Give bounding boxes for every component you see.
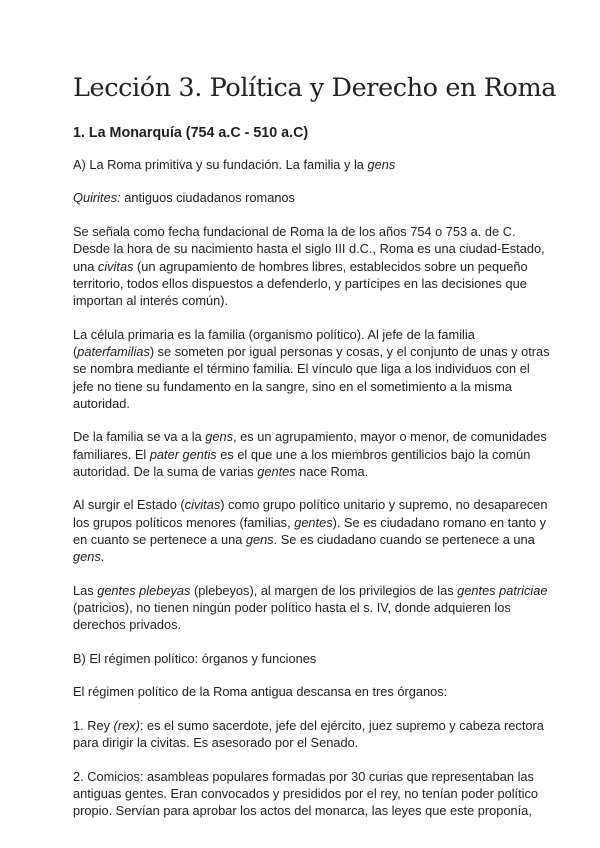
page-title: Lección 3. Política y Derecho en Roma: [73, 73, 557, 103]
paragraph: [73, 223, 550, 309]
text-run: . Se es ciudadano cuando se pertenece a una: [273, 531, 535, 547]
italic-term: gentes patriciae: [457, 582, 548, 598]
italic-term: gens: [367, 157, 396, 172]
italic-term: civitas: [184, 497, 221, 513]
italic-term: gentes: [257, 463, 296, 479]
paragraph: [73, 428, 550, 480]
text-run: es el que une a los miembros gentilicios bajo la común autoridad. De la suma de varias: [73, 446, 531, 479]
italic-term: gentes plebeyas: [97, 582, 191, 598]
paragraph: [73, 496, 550, 565]
text-run: (plebeyos), al margen de los privilegios de las: [190, 582, 458, 598]
italic-term: Quirites:: [73, 190, 121, 206]
text-run: Las: [73, 582, 98, 598]
text-run: (un agrupamiento de hombres libres, establecidos sobre un pequeño territorio, todos ellos dispuestos a defenderlo, y partícipes en las decisiones que importan al interés común).: [73, 258, 528, 309]
paragraph: [73, 650, 550, 667]
text-run: El régimen político de la Roma antigua descansa en tres órganos:: [73, 684, 448, 700]
section-heading: 1. La Monarquía (754 a.C - 510 a.C): [73, 125, 309, 141]
italic-term: gens: [245, 531, 274, 547]
text-run: ). Se es ciudadano romano en tanto y en cuanto se pertenece a una: [73, 514, 547, 547]
italic-term: (rex): [113, 717, 140, 733]
text-run: : es el sumo sacerdote, jefe del ejército, juez supremo y cabeza rectora para dirigir la civitas. Es asesorado por el Senado.: [73, 717, 544, 751]
italic-term: paterfamilias: [77, 343, 150, 359]
document-body: [73, 156, 550, 819]
italic-term: gens: [205, 429, 234, 445]
text-run: De la familia se va a la: [73, 429, 206, 445]
text-run: 1. Rey: [73, 717, 114, 733]
text-run: ) como grupo político unitario y supremo, no desaparecen los grupos políticos menores (familias,: [73, 497, 548, 530]
text-run: (patricios), no tienen ningún poder político hasta el s. IV, donde adquieren los derechos privados.: [73, 600, 511, 633]
text-run: B) El régimen político: órganos y funciones: [73, 650, 317, 666]
text-run: antiguos ciudadanos romanos: [120, 190, 295, 206]
text-run: , es un agrupamiento, mayor o menor, de comunidades familiares. El: [73, 429, 547, 462]
paragraph: [73, 717, 550, 752]
text-run: ) se someten por igual personas y cosas, y el conjunto de unas y otras se nombra mediante el término familia. El vínculo que liga a los individuos con el jefe no tiene su fundamento en la sangre, sino en el sometimiento a la misma autoridad.: [73, 343, 550, 411]
paragraph: [73, 582, 550, 634]
paragraph: [73, 768, 550, 820]
text-run: .: [100, 549, 105, 565]
text-run: nace Roma.: [295, 463, 369, 479]
paragraph: [73, 189, 550, 206]
text-run: Al surgir el Estado (: [73, 497, 185, 513]
italic-term: pater gentis: [149, 446, 217, 462]
text-run: 2. Comicios: asambleas populares formadas por 30 curias que representaban las antiguas gentes. Eran convocados y presididos por el rey, no tenían poder político propio. Servían para aprobar los actos del monarca, las leyes que este proponía,: [73, 768, 539, 819]
italic-term: gens: [73, 549, 101, 565]
italic-term: gentes: [294, 514, 333, 530]
paragraph: [73, 326, 550, 412]
paragraph: [73, 683, 550, 700]
text-run: Se señala como fecha fundacional de Roma la de los años 754 o 753 a. de C. Desde la hora de su nacimiento hasta el siglo III d.C., Roma es una ciudad-Estado, una: [73, 223, 545, 274]
text-run: La célula primaria es la familia (organismo político). Al jefe de la familia (: [73, 326, 475, 359]
text-run: A) La Roma primitiva y su fundación. La familia y la: [73, 157, 368, 172]
italic-term: civitas: [97, 258, 134, 274]
paragraph: [73, 156, 550, 173]
